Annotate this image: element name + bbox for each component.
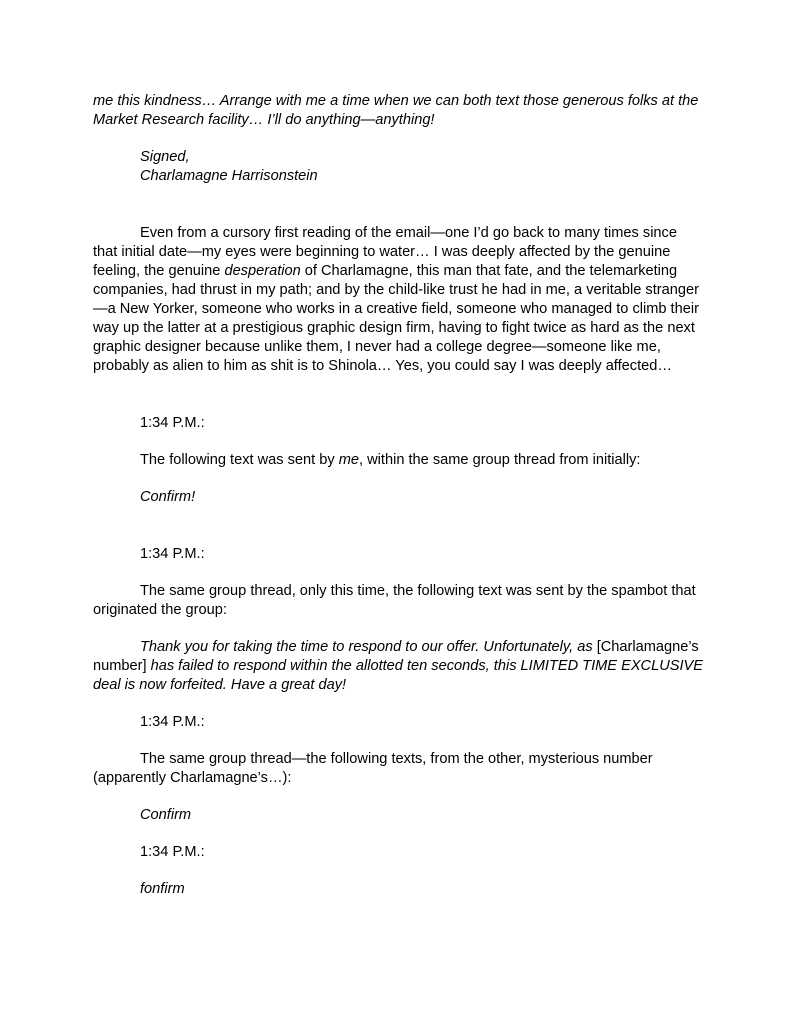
entry-2-msg-text-2: has failed to respond within the allotted ten seconds, this LIMITED TIME EXCLUSIVE deal is now forfeited. Have a great day! — [93, 658, 703, 693]
letter-closing-line-2: Market Research facility… I’ll do anything—anything! — [93, 112, 435, 128]
entry-2-msg-bracket: [Charlamagne’s number] — [93, 639, 699, 674]
entry-2-description: The same group thread, only this time, the following text was sent by the spambot that originated the group: — [93, 583, 696, 618]
letter-closing — [93, 92, 705, 130]
timestamp-4: 1:34 P.M.: — [140, 844, 205, 860]
entry-3-description: The same group thread—the following texts, from the other, mysterious number (apparently Charlamagne’s…): — [93, 751, 653, 786]
page-body — [93, 92, 705, 899]
timestamp-2: 1:34 P.M.: — [140, 546, 205, 562]
entry-1-message: Confirm! — [140, 489, 196, 505]
narration-emphasis: desperation — [224, 263, 301, 279]
entry-1-desc-text-1: The following text was sent by — [140, 452, 339, 468]
entry-2-msg-text-1: Thank you for taking the time to respond to our offer. Unfortunately, as — [140, 639, 597, 655]
entry-1-desc-text-2: , within the same group thread from initially: — [359, 452, 641, 468]
entry-3-message: Confirm — [140, 807, 192, 823]
timestamp-3: 1:34 P.M.: — [140, 714, 205, 730]
entry-1-description — [93, 451, 705, 470]
narration-text-1: Even from a cursory first reading of the email—one I’d go back to many times since that initial date—my eyes were beginning to water… I was deeply affected by the genuine feeling, the genuine — [93, 225, 677, 279]
letter-closing-line-1: me this kindness… Arrange with me a time when we can both text those generous folks at the — [93, 93, 699, 109]
signature-block — [93, 148, 705, 186]
narration-text-2: of Charlamagne, this man that fate, and the telemarketing companies, had thrust in my path; and by the child-like trust he had in me, a veritable stranger—a New Yorker, someone who works in a creative field, someone who managed to climb their way up the latter at a prestigious graphic design firm, having to fight twice as hard as the next graphic designer because unlike them, I never had a college degree—someone like me, probably as alien to him as shit is to Shinola… Yes, you could say I was deeply affected… — [93, 263, 699, 374]
entry-2-message — [93, 638, 705, 695]
narration-paragraph — [93, 224, 705, 376]
entry-1-desc-emphasis: me — [338, 452, 360, 468]
entry-4-message: fonfirm — [140, 881, 185, 897]
signed-label: Signed, — [140, 149, 190, 165]
timestamp-1: 1:34 P.M.: — [140, 415, 205, 431]
signer-name: Charlamagne Harrisonstein — [140, 168, 318, 184]
